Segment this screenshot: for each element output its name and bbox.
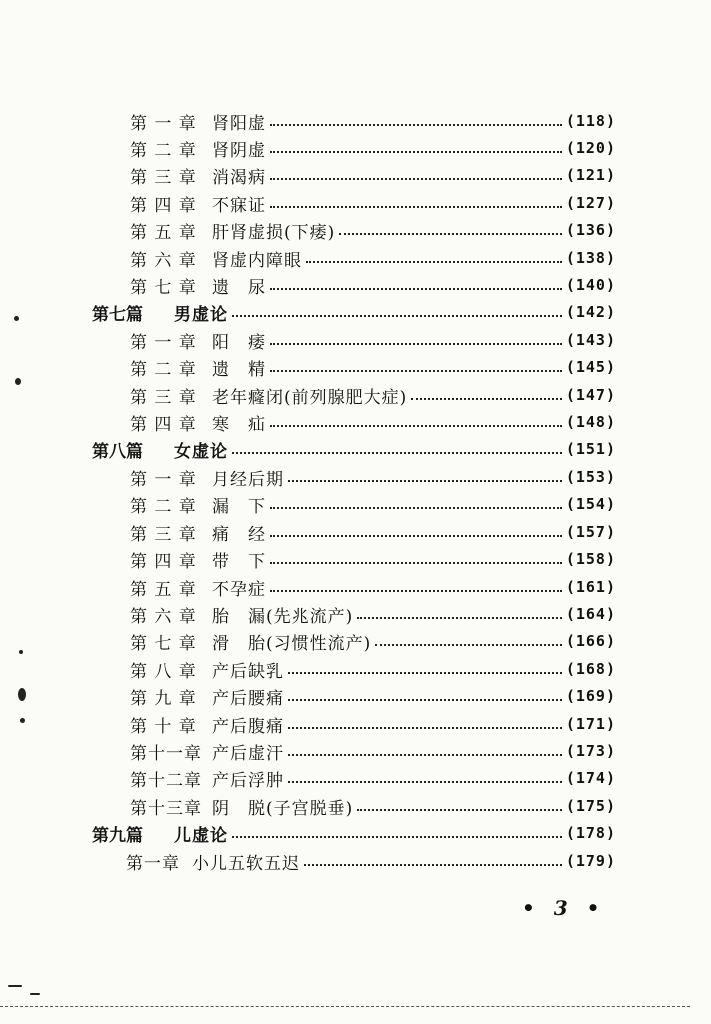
part-number: 第八篇 (92, 441, 143, 462)
entry-number: 第 五 章 (130, 222, 197, 243)
entry-number: 第 四 章 (130, 195, 197, 216)
toc-entry (130, 110, 616, 132)
entry-page: (169) (565, 687, 616, 705)
dot-leader (288, 781, 562, 783)
dot-leader (270, 151, 562, 153)
entry-number: 第 七 章 (130, 633, 197, 654)
entry-title: 小儿五软五迟 (192, 853, 300, 874)
entry-page: (171) (565, 715, 616, 733)
entry-title: 寒 疝 (212, 414, 266, 435)
toc-entry (130, 576, 616, 598)
page-edge-rule (0, 1006, 690, 1007)
toc-entry (126, 850, 616, 872)
entry-number: 第十二章 (130, 770, 202, 791)
entry-number: 第 三 章 (130, 387, 197, 408)
part-title: 女虚论 (174, 441, 228, 462)
dot-leader (357, 617, 562, 619)
entry-title: 肝肾虚损(下痿) (212, 222, 336, 243)
entry-number: 第 六 章 (130, 606, 197, 627)
entry-number: 第 七 章 (130, 277, 197, 298)
entry-number: 第 一 章 (130, 113, 197, 134)
entry-title: 不寐证 (212, 195, 266, 216)
entry-number: 第 二 章 (130, 359, 197, 380)
entry-page: (166) (565, 632, 616, 650)
entry-page: (174) (565, 769, 616, 787)
toc-entry (130, 329, 616, 351)
entry-title: 老年癃闭(前列腺肥大症) (212, 387, 408, 408)
dot-leader (232, 836, 562, 838)
toc-entry (130, 658, 616, 680)
entry-title: 消渴病 (212, 167, 266, 188)
entry-title: 不孕症 (212, 579, 266, 600)
dot-leader (304, 864, 562, 866)
dot-leader (306, 261, 562, 263)
entry-page: (178) (565, 824, 616, 842)
entry-page: (121) (565, 166, 616, 184)
entry-page: (127) (565, 194, 616, 212)
entry-page: (148) (565, 413, 616, 431)
toc-entry (130, 767, 616, 789)
entry-title: 遗 尿 (212, 277, 266, 298)
entry-title: 产后腹痛 (212, 716, 284, 737)
entry-number: 第 六 章 (130, 250, 197, 271)
part-title: 男虚论 (174, 304, 228, 325)
entry-number: 第十一章 (130, 743, 202, 764)
entry-number: 第 一 章 (130, 332, 197, 353)
toc-entry (130, 713, 616, 735)
entry-title: 产后缺乳 (212, 661, 284, 682)
toc-entry (130, 384, 616, 406)
dot-leader (270, 535, 562, 537)
dot-leader (270, 507, 562, 509)
entry-page: (143) (565, 331, 616, 349)
toc-entry (130, 274, 616, 296)
dot-leader (288, 727, 562, 729)
entry-title: 产后腰痛 (212, 688, 284, 709)
entry-page: (158) (565, 550, 616, 568)
entry-page: (142) (565, 303, 616, 321)
entry-title: 产后浮肿 (212, 770, 284, 791)
part-number: 第七篇 (92, 304, 143, 325)
dot-leader (288, 699, 562, 701)
entry-title: 遗 精 (212, 359, 266, 380)
toc-entry (130, 356, 616, 378)
dot-leader (232, 452, 562, 454)
dot-leader (270, 425, 562, 427)
toc-entry (130, 192, 616, 214)
dot-leader (288, 754, 562, 756)
entry-title: 胎 漏(先兆流产) (212, 606, 354, 627)
entry-page: (120) (565, 139, 616, 157)
entry-number: 第 四 章 (130, 414, 197, 435)
entry-title: 滑 胎(习惯性流产) (212, 633, 372, 654)
entry-page: (175) (565, 797, 616, 815)
part-number: 第九篇 (92, 825, 143, 846)
entry-page: (157) (565, 523, 616, 541)
entry-page: (118) (565, 112, 616, 130)
entry-page: (154) (565, 495, 616, 513)
dot-leader (339, 233, 562, 235)
entry-title: 月经后期 (212, 469, 284, 490)
entry-number: 第 四 章 (130, 551, 197, 572)
dot-leader (270, 343, 562, 345)
entry-title: 漏 下 (212, 496, 266, 517)
toc-part-entry (92, 822, 616, 844)
toc-entry (130, 740, 616, 762)
toc-entry (130, 795, 616, 817)
entry-page: (161) (565, 578, 616, 596)
toc-entry (130, 603, 616, 625)
dot-leader (270, 206, 562, 208)
entry-title: 阴 脱(子宫脱垂) (212, 798, 354, 819)
entry-page: (173) (565, 742, 616, 760)
toc-entry (130, 521, 616, 543)
dot-leader (270, 288, 562, 290)
toc-entry (130, 164, 616, 186)
entry-title: 肾虚内障眼 (212, 250, 302, 271)
entry-title: 痛 经 (212, 524, 266, 545)
dot-leader (288, 480, 562, 482)
entry-number: 第 二 章 (130, 496, 197, 517)
dot-leader (375, 644, 562, 646)
toc-part-entry (92, 301, 616, 323)
entry-title: 肾阳虚 (212, 113, 266, 134)
entry-title: 肾阴虚 (212, 140, 266, 161)
dot-leader (270, 562, 562, 564)
entry-page: (164) (565, 605, 616, 623)
entry-page: (145) (565, 358, 616, 376)
page-number: • 3 • (522, 896, 606, 920)
entry-number: 第 三 章 (130, 524, 197, 545)
entry-title: 阳 痿 (212, 332, 266, 353)
toc-entry (130, 466, 616, 488)
toc-entry (130, 548, 616, 570)
toc-entry (130, 630, 616, 652)
entry-number: 第一章 (126, 853, 180, 874)
entry-number: 第 五 章 (130, 579, 197, 600)
part-title: 儿虚论 (174, 825, 228, 846)
entry-page: (153) (565, 468, 616, 486)
dot-leader (288, 672, 562, 674)
entry-number: 第十三章 (130, 798, 202, 819)
dot-leader (270, 590, 562, 592)
entry-page: (147) (565, 386, 616, 404)
entry-page: (168) (565, 660, 616, 678)
entry-page: (151) (565, 440, 616, 458)
entry-number: 第 八 章 (130, 661, 197, 682)
entry-page: (136) (565, 221, 616, 239)
dot-leader (411, 398, 562, 400)
entry-number: 第 一 章 (130, 469, 197, 490)
entry-page: (140) (565, 276, 616, 294)
dot-leader (270, 124, 562, 126)
toc-entry (130, 219, 616, 241)
entry-title: 产后虚汗 (212, 743, 284, 764)
entry-page: (179) (565, 852, 616, 870)
entry-title: 带 下 (212, 551, 266, 572)
toc-part-entry (92, 438, 616, 460)
toc-entry (130, 685, 616, 707)
entry-number: 第 十 章 (130, 716, 197, 737)
dot-leader (357, 809, 562, 811)
dot-leader (270, 370, 562, 372)
toc-entry (130, 137, 616, 159)
dot-leader (232, 315, 562, 317)
entry-page: (138) (565, 249, 616, 267)
entry-number: 第 二 章 (130, 140, 197, 161)
dot-leader (270, 178, 562, 180)
toc-entry (130, 493, 616, 515)
toc-entry (130, 247, 616, 269)
entry-number: 第 九 章 (130, 688, 197, 709)
toc-entry (130, 411, 616, 433)
entry-number: 第 三 章 (130, 167, 197, 188)
